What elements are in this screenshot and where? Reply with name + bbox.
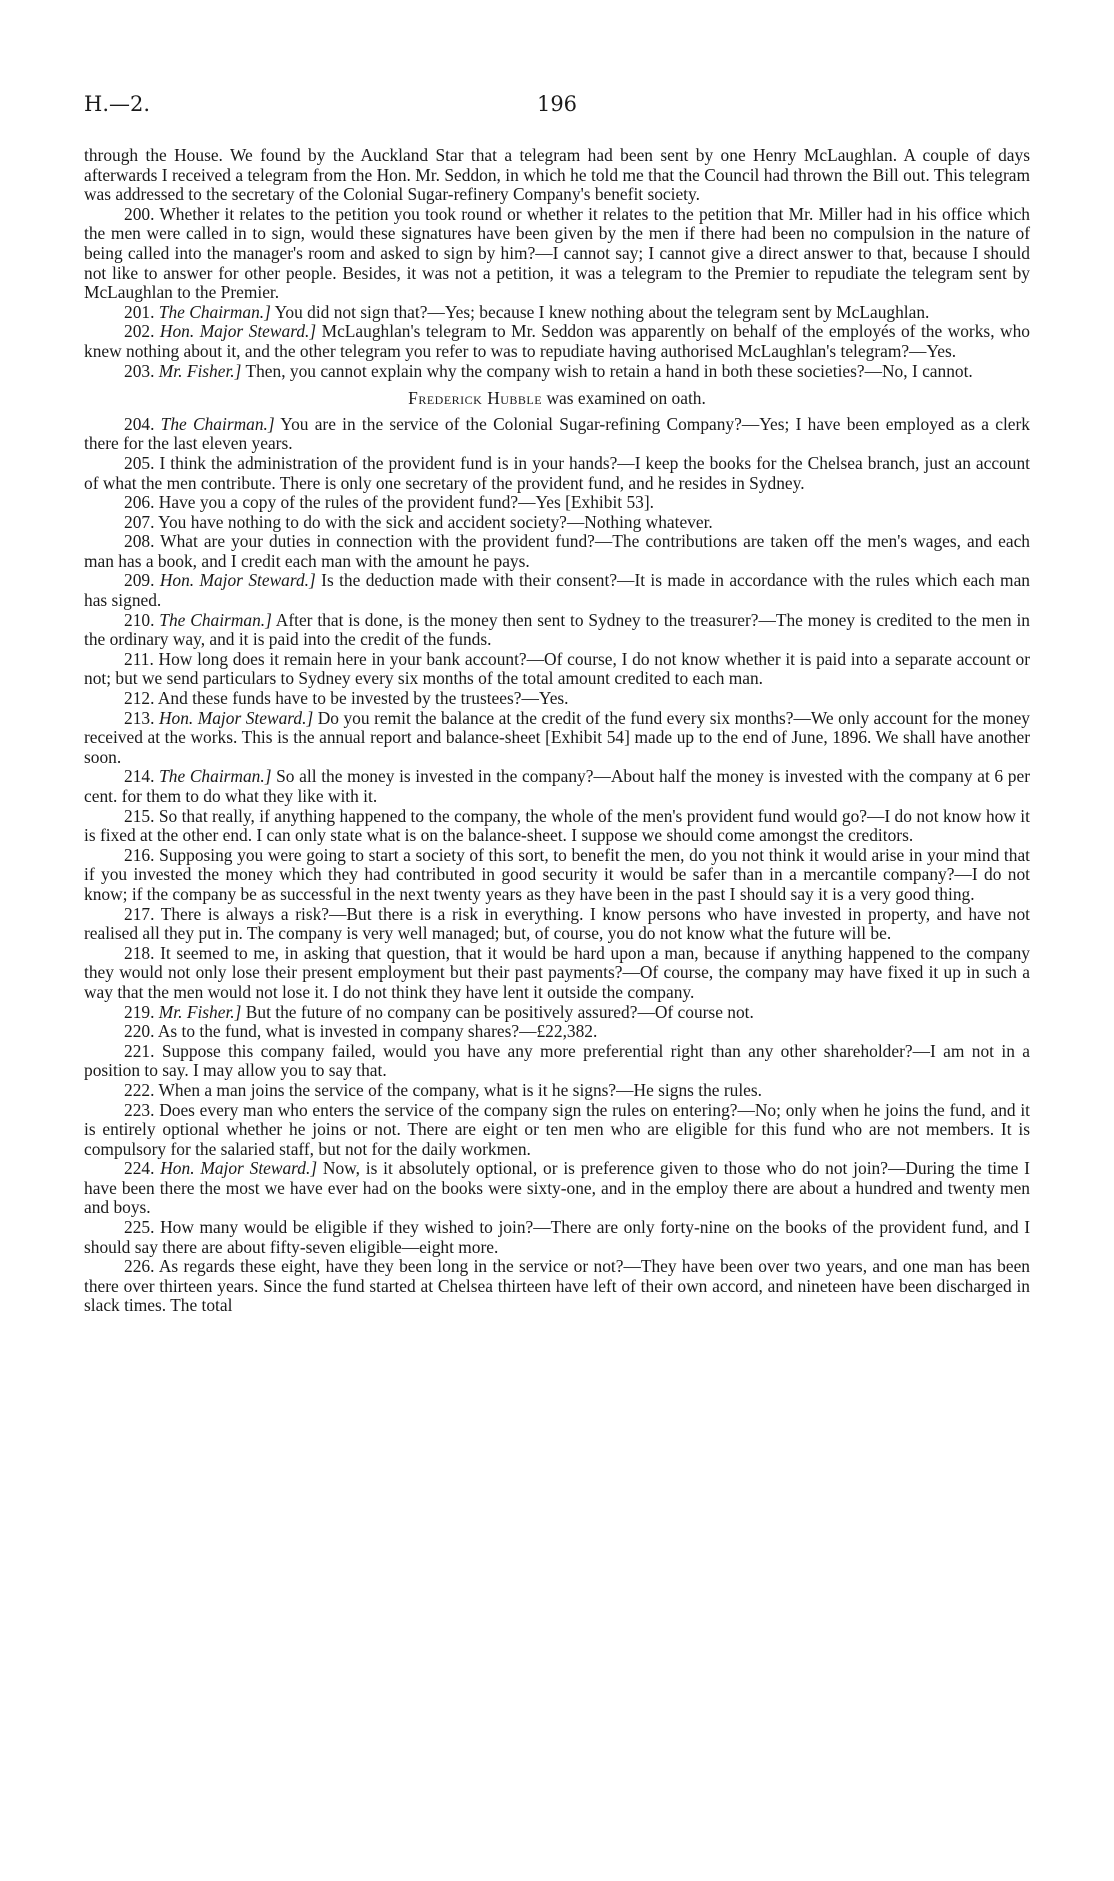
question-text: I think the administration of the provident fund is in your hands?—I keep the books for the Chelsea branch, just an account of what the men contribute. There is only one secretary of the provident fund, and he resides in Sydney. (84, 452, 1030, 493)
question-text: Is the deduction made with their consent?—It is made in accordance with the rules which each man has signed. (84, 570, 1030, 611)
question-text: When a man joins the service of the company, what is it he signs?—He signs the rules. (158, 1079, 763, 1100)
question-number: 220. (124, 1021, 155, 1042)
question-text: How long does it remain here in your bank account?—Of course, I do not know whether it is paid into a separate account or not; but we send particulars to Sydney every six months of the total amount credited to each man. (84, 648, 1030, 689)
question-text: Then, you cannot explain why the company wish to retain a hand in both these societies?—No, I cannot. (245, 360, 973, 381)
question-number: 219. (124, 1001, 155, 1022)
question-number: 209. (124, 570, 155, 591)
speaker: The Chairman.] (159, 766, 272, 787)
body-text (84, 146, 1030, 1316)
question-paragraph (84, 1081, 1030, 1101)
question-paragraph (84, 807, 1030, 846)
question-number: 206. (124, 492, 155, 513)
page-header (84, 92, 1030, 122)
question-paragraph (84, 415, 1030, 454)
question-number: 218. (124, 942, 155, 963)
question-paragraph (84, 1257, 1030, 1316)
question-number: 210. (124, 609, 155, 630)
question-text: But the future of no company can be positively assured?—Of course not. (245, 1001, 754, 1022)
question-number: 221. (124, 1040, 155, 1061)
question-number: 203. (124, 360, 155, 381)
question-paragraph (84, 532, 1030, 571)
question-text: You are in the service of the Colonial Sugar-refining Company?—Yes; I have been employed as a clerk there for the last eleven years. (84, 413, 1030, 454)
question-paragraph (84, 571, 1030, 610)
question-number: 216. (124, 844, 155, 865)
question-paragraph (84, 205, 1030, 303)
speaker: Hon. Major Steward.] (158, 707, 314, 728)
question-text: You have nothing to do with the sick and accident society?—Nothing whatever. (158, 511, 713, 532)
speaker: Mr. Fisher.] (158, 1001, 242, 1022)
question-number: 202. (124, 321, 155, 342)
question-number: 213. (124, 707, 155, 728)
question-paragraph (84, 1042, 1030, 1081)
witness-heading-text: was examined on oath. (546, 388, 706, 409)
question-paragraph (84, 303, 1030, 323)
question-text: Have you a copy of the rules of the provident fund?—Yes [Exhibit 53]. (158, 492, 655, 513)
page-number: 196 (536, 92, 578, 116)
question-paragraph (84, 650, 1030, 689)
question-number: 215. (124, 805, 155, 826)
question-number: 200. (124, 203, 155, 224)
question-text: Suppose this company failed, would you have any more preferential right than any other shareholder?—I am not in a position to say. I may allow you to say that. (84, 1040, 1030, 1081)
speaker: Hon. Major Steward.] (160, 1158, 318, 1179)
witness-heading (84, 389, 1030, 409)
question-paragraph (84, 322, 1030, 361)
question-number: 211. (124, 648, 154, 669)
question-text: After that is done, is the money then sent to Sydney to the treasurer?—The money is credited to the men in the ordinary way, and it is paid into the credit of the funds. (84, 609, 1030, 650)
question-text: And these funds have to be invested by the trustees?—Yes. (157, 688, 569, 709)
question-text: There is always a risk?—But there is a risk in everything. I know persons who have invested in property, and have not realised all they put in. The company is very well managed; but, of course, you do not know what the future will be. (84, 903, 1030, 944)
question-number: 212. (124, 688, 155, 709)
question-number: 226. (124, 1256, 155, 1277)
question-text: It seemed to me, in asking that question, that it would be hard upon a man, because if anything happened to the company they would not only lose their present employment but their past payments?—Of course, the company may have fixed it up in such a way that the men would not lose it. I do not think they have lent it outside the company. (84, 942, 1030, 1002)
question-text: So all the money is invested in the company?—About half the money is invested with the company at 6 per cent. for them to do what they like with it. (84, 766, 1030, 806)
question-paragraph (84, 1218, 1030, 1257)
speaker: Mr. Fisher.] (158, 360, 242, 381)
question-number: 207. (124, 511, 155, 532)
question-paragraph (84, 454, 1030, 493)
question-number: 223. (124, 1099, 155, 1120)
question-text: As regards these eight, have they been long in the service or not?—They have been over two years, and one man has been there over thirteen years. Since the fund started at Chelsea thirteen have left of their own accord, and nineteen have been discharged in slack times. The total (84, 1256, 1030, 1316)
question-text: Does every man who enters the service of the company sign the rules on entering?—No; only when he joins the fund, and it is entirely optional whether he joins or not. There are eight or ten men who are eligible for this fund who are not members. It is compulsory for the salaried staff, but not for the daily workmen. (84, 1099, 1030, 1159)
question-text: So that really, if anything happened to the company, the whole of the men's provident fund would go?—I do not know how it is fixed at the other end. I can only state what is on the balance-sheet. I suppose we should come amongst the creditors. (84, 805, 1030, 846)
question-text: How many would be eligible if they wished to join?—There are only forty-nine on the books of the provident fund, and I should say there are about fifty-seven eligible—eight more. (84, 1217, 1030, 1257)
question-text: As to the fund, what is invested in company shares?—£22,382. (157, 1021, 598, 1042)
question-paragraph (84, 1022, 1030, 1042)
speaker: The Chairman.] (160, 413, 275, 434)
question-text: Whether it relates to the petition you took round or whether it relates to the petition that Mr. Miller had in his office which the men were called in to sign, would these signatures have been given by the men if there had been no compulsion in the nature of being called into the manager's room and asked to sign by him?—I cannot say; I cannot give a direct answer to that, because I should not like to answer for other people. Besides, it was not a petition, it was a telegram to the Premier to repudiate the telegram sent by McLaughlan to the Premier. (84, 203, 1030, 303)
question-paragraph (84, 611, 1030, 650)
speaker: Hon. Major Steward.] (159, 321, 317, 342)
question-paragraph (84, 846, 1030, 905)
question-paragraph (84, 905, 1030, 944)
question-paragraph (84, 513, 1030, 533)
question-paragraph (84, 1003, 1030, 1023)
paragraph-text: through the House. We found by the Auckland Star that a telegram had been sent by one Henry McLaughlan. A couple of days afterwards I received a telegram from the Hon. Mr. Seddon, in which he told me that the Council had thrown the Bill out. This telegram was addressed to the secretary of the Colonial Sugar-refinery Company's benefit society. (84, 145, 1030, 205)
question-paragraph (84, 944, 1030, 1003)
question-paragraph (84, 767, 1030, 806)
question-number: 205. (124, 452, 155, 473)
question-number: 214. (124, 766, 155, 787)
question-text: Supposing you were going to start a society of this sort, to benefit the men, do you not think it would arise in your mind that if you invested the money which they had contributed in good security it would be safer than in a mercantile company?—I do not know; if the company be as successful in the next twenty years as they have been in the past I should say it is a very good thing. (84, 844, 1030, 904)
question-paragraph (84, 709, 1030, 768)
paragraph-continuation (84, 146, 1030, 205)
question-text: What are your duties in connection with the provident fund?—The contributions are taken off the men's wages, and each man has a book, and I credit each man with the amount he pays. (84, 531, 1030, 571)
question-number: 201. (124, 301, 155, 322)
question-text: Now, is it absolutely optional, or is preference given to those who do not join?—During the time I have been there the most we have ever had on the books were sixty-one, and in the employ there are about a hundred and twenty men and boys. (84, 1158, 1030, 1218)
question-number: 224. (124, 1158, 155, 1179)
question-text: McLaughlan's telegram to Mr. Seddon was apparently on behalf of the employés of the works, who knew nothing about it, and the other telegram you refer to was to repudiate having authorised McLaughlan's telegram?—Yes. (84, 321, 1030, 361)
witness-name: Frederick Hubble (408, 388, 543, 409)
question-paragraph (84, 1159, 1030, 1218)
question-number: 225. (124, 1217, 155, 1238)
question-paragraph (84, 689, 1030, 709)
question-paragraph (84, 1101, 1030, 1160)
question-paragraph (84, 362, 1030, 382)
question-number: 222. (124, 1079, 155, 1100)
speaker: The Chairman.] (159, 609, 272, 630)
question-paragraph (84, 493, 1030, 513)
question-text: Do you remit the balance at the credit of the fund every six months?—We only account for the money received at the works. This is the annual report and balance-sheet [Exhibit 54] made up to the end of June, 1896. We shall have another soon. (84, 707, 1030, 767)
speaker: The Chairman.] (158, 301, 271, 322)
question-number: 208. (124, 531, 155, 552)
question-number: 204. (124, 413, 155, 434)
speaker: Hon. Major Steward.] (159, 570, 316, 591)
question-number: 217. (124, 903, 155, 924)
document-code: H.—2. (84, 92, 151, 116)
question-text: You did not sign that?—Yes; because I knew nothing about the telegram sent by McLaughlan. (274, 301, 930, 322)
